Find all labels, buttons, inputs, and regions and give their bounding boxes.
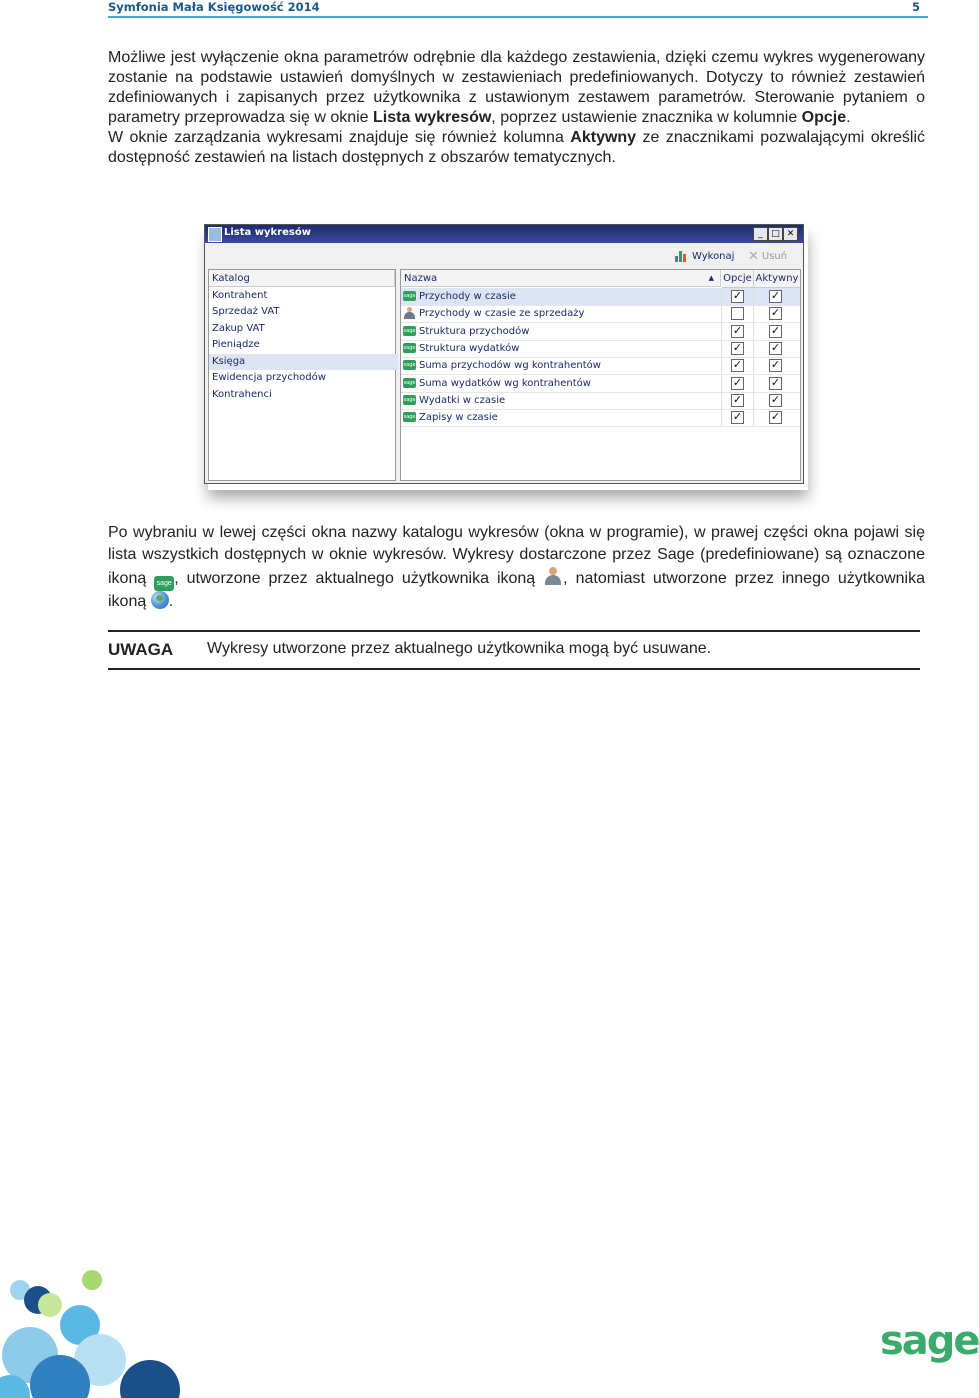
catalog-item[interactable]: Zakup VAT <box>212 323 265 334</box>
sage-icon: sage <box>403 414 416 421</box>
chart-name: Wydatki w czasie <box>419 394 506 406</box>
note-text: Wykresy utworzone przez aktualnego użytkownika mogą być usuwane. <box>207 640 712 657</box>
chart-row[interactable] <box>401 375 800 393</box>
options-checkbox[interactable]: ✓ <box>732 410 743 424</box>
charts-pane <box>400 269 801 481</box>
chart-row[interactable] <box>401 288 800 306</box>
sage-logo: sage <box>880 1318 979 1364</box>
options-column-header[interactable]: Opcje <box>722 270 754 288</box>
sage-icon: sage <box>403 327 416 334</box>
options-checkbox[interactable]: ✓ <box>732 323 743 337</box>
decorative-circles <box>0 1265 220 1398</box>
active-checkbox[interactable]: ✓ <box>770 375 781 389</box>
active-checkbox[interactable]: ✓ <box>770 358 781 372</box>
catalog-header[interactable]: Katalog <box>209 270 395 287</box>
delete-button[interactable]: ✕ Usuń <box>748 248 788 264</box>
options-checkbox[interactable]: ✓ <box>732 375 743 389</box>
chart-name: Przychody w czasie <box>419 291 516 302</box>
catalog-pane <box>208 269 396 481</box>
chart-row[interactable] <box>401 409 800 427</box>
window-titlebar[interactable] <box>205 225 803 243</box>
note-top-rule <box>108 630 920 632</box>
catalog-item[interactable]: Kontrahenci <box>212 389 272 400</box>
page-number: 5 <box>911 0 920 14</box>
explanation-paragraph: Po wybraniu w lewej części okna nazwy katalogu wykresów (okna w programie), w prawej części okna pojawi się lista wszystkich dostępnych w oknie wykresów. Wykresy dostarczone przez Sage (predefiniowane) są oznaczone ikoną sage , utworzone przez aktualnego użytkownika ikoną , natomiast utworzone przez innego użytkownika ikoną . <box>108 524 926 610</box>
globe-icon <box>151 591 169 609</box>
chart-list-window <box>204 224 804 484</box>
chart-row[interactable] <box>401 305 800 323</box>
sort-ascending-icon: ▲ <box>708 274 714 282</box>
chart-row[interactable] <box>401 357 800 375</box>
toolbar <box>205 244 803 268</box>
catalog-item[interactable]: Sprzedaż VAT <box>212 306 280 317</box>
chart-name: Suma wydatków wg kontrahentów <box>419 377 591 389</box>
window-title: Lista wykresów <box>224 227 311 238</box>
delete-icon: ✕ <box>748 248 759 264</box>
options-checkbox[interactable]: ✓ <box>732 358 743 372</box>
chart-name: Struktura wydatków <box>419 342 520 354</box>
chart-name: Suma przychodów wg kontrahentów <box>419 360 601 372</box>
active-column-header[interactable]: Aktywny <box>754 270 800 288</box>
chart-name: Struktura przychodów <box>419 325 530 337</box>
note-label: UWAGA <box>108 640 174 659</box>
app-icon <box>208 227 222 242</box>
options-checkbox[interactable] <box>731 307 744 320</box>
document-title: Symfonia Mała Księgowość 2014 <box>108 0 320 14</box>
sage-icon: sage <box>403 396 416 403</box>
active-checkbox[interactable]: ✓ <box>770 323 781 337</box>
catalog-item[interactable]: Pieniądze <box>212 339 260 350</box>
maximize-button[interactable]: □ <box>768 227 783 241</box>
sage-icon: sage <box>403 293 416 299</box>
active-checkbox[interactable]: ✓ <box>770 289 781 302</box>
chart-name: Przychody w czasie ze sprzedaży <box>419 308 585 320</box>
catalog-item[interactable]: Kontrahent <box>212 290 268 301</box>
catalog-item-selected[interactable]: Księga <box>209 354 398 370</box>
active-checkbox[interactable]: ✓ <box>770 306 781 320</box>
page-header <box>108 0 928 18</box>
close-button[interactable]: ✕ <box>783 227 798 241</box>
chart-row[interactable] <box>401 392 800 410</box>
sage-icon: sage <box>403 362 416 369</box>
sage-icon: sage <box>403 344 416 351</box>
chart-row[interactable] <box>401 340 800 358</box>
note-bottom-rule <box>108 668 920 670</box>
user-icon <box>543 566 563 586</box>
intro-paragraph: Możliwe jest wyłączenie okna parametrów odrębnie dla każdego zestawienia, dzięki czemu wykres wygenerowany zostanie na podstawie ustawień domyślnych w zestawieniach predefiniowanych. Dotyczy to również zestawień zdefiniowanych i zapisanych przez użytkownika z ustawionym zestawem parametrów. Sterowanie pytaniem o parametry przeprowadza się w oknie Lista wykresów, poprzez ustawienie znacznika w kolumnie Opcje. W oknie zarządzania wykresami znajduje się również kolumna Aktywny ze znacznikami pozwalającymi określić dostępność zestawień na listach dostępnych z obszarów tematycznych. <box>108 49 925 166</box>
minimize-button[interactable]: _ <box>753 227 768 241</box>
user-icon <box>403 308 416 318</box>
catalog-item[interactable]: Ewidencja przychodów <box>212 372 326 383</box>
bar-chart-icon <box>675 250 689 262</box>
sage-icon: sage <box>403 379 416 386</box>
sage-icon: sage <box>154 576 174 591</box>
chart-row[interactable] <box>401 323 800 341</box>
options-checkbox[interactable]: ✓ <box>732 289 743 302</box>
active-checkbox[interactable]: ✓ <box>770 340 781 354</box>
chart-name: Zapisy w czasie <box>419 412 498 424</box>
run-button[interactable]: Wykonaj <box>675 248 734 264</box>
options-checkbox[interactable]: ✓ <box>732 392 743 406</box>
active-checkbox[interactable]: ✓ <box>770 392 781 406</box>
active-checkbox[interactable]: ✓ <box>770 410 781 424</box>
options-checkbox[interactable]: ✓ <box>732 340 743 354</box>
name-column-header[interactable]: Nazwa ▲ <box>401 270 721 287</box>
